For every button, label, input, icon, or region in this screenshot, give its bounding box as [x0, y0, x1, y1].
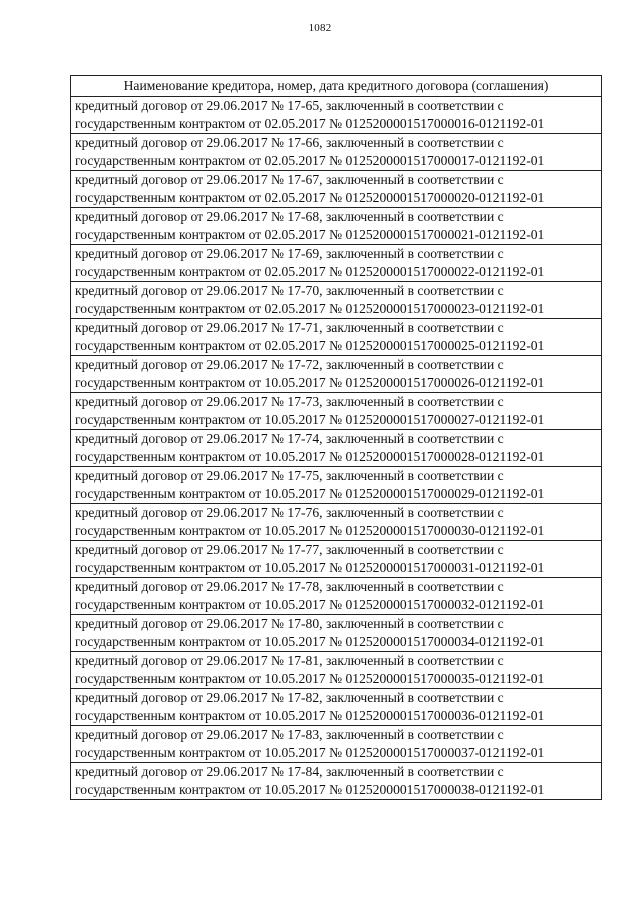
agreement-line-state-contract: государственным контрактом от 10.05.2017 № 0125200001517000031-0121192-01 [75, 560, 545, 575]
agreement-line-state-contract: государственным контрактом от 02.05.2017 № 0125200001517000017-0121192-01 [75, 153, 545, 168]
agreement-cell [71, 356, 602, 393]
agreement-cell [71, 578, 602, 615]
agreement-line-contract: кредитный договор от 29.06.2017 № 17-80, заключенный в соответствии с [75, 616, 504, 631]
agreement-cell [71, 541, 602, 578]
agreement-line-contract: кредитный договор от 29.06.2017 № 17-82, заключенный в соответствии с [75, 690, 504, 705]
agreement-cell [71, 763, 602, 800]
agreement-cell [71, 208, 602, 245]
agreement-cell [71, 652, 602, 689]
agreement-cell [71, 504, 602, 541]
agreement-line-contract: кредитный договор от 29.06.2017 № 17-65, заключенный в соответствии с [75, 98, 504, 113]
agreement-line-state-contract: государственным контрактом от 02.05.2017 № 0125200001517000022-0121192-01 [75, 264, 545, 279]
agreement-line-state-contract: государственным контрактом от 10.05.2017 № 0125200001517000037-0121192-01 [75, 745, 545, 760]
agreement-cell [71, 245, 602, 282]
table-body [71, 97, 602, 800]
agreement-line-contract: кредитный договор от 29.06.2017 № 17-75, заключенный в соответствии с [75, 468, 504, 483]
table-row [71, 689, 602, 726]
agreement-cell [71, 689, 602, 726]
table-row [71, 208, 602, 245]
agreement-line-contract: кредитный договор от 29.06.2017 № 17-84, заключенный в соответствии с [75, 764, 504, 779]
table-row [71, 504, 602, 541]
table-header-row [71, 76, 602, 97]
credit-agreements-table [70, 75, 602, 800]
agreement-line-contract: кредитный договор от 29.06.2017 № 17-83, заключенный в соответствии с [75, 727, 504, 742]
agreement-line-state-contract: государственным контрактом от 10.05.2017 № 0125200001517000032-0121192-01 [75, 597, 545, 612]
agreement-cell [71, 726, 602, 763]
agreement-line-state-contract: государственным контрактом от 10.05.2017 № 0125200001517000027-0121192-01 [75, 412, 545, 427]
table-row [71, 97, 602, 134]
agreement-line-contract: кредитный договор от 29.06.2017 № 17-71, заключенный в соответствии с [75, 320, 504, 335]
table-row [71, 541, 602, 578]
agreement-line-contract: кредитный договор от 29.06.2017 № 17-73, заключенный в соответствии с [75, 394, 504, 409]
agreement-line-state-contract: государственным контрактом от 10.05.2017 № 0125200001517000034-0121192-01 [75, 634, 545, 649]
agreement-line-state-contract: государственным контрактом от 10.05.2017 № 0125200001517000036-0121192-01 [75, 708, 545, 723]
agreement-line-state-contract: государственным контрактом от 02.05.2017 № 0125200001517000020-0121192-01 [75, 190, 545, 205]
agreement-line-state-contract: государственным контрактом от 10.05.2017 № 0125200001517000038-0121192-01 [75, 782, 545, 797]
table-row [71, 578, 602, 615]
agreement-line-state-contract: государственным контрактом от 02.05.2017 № 0125200001517000025-0121192-01 [75, 338, 545, 353]
table-row [71, 134, 602, 171]
table-row [71, 652, 602, 689]
agreement-line-state-contract: государственным контрактом от 10.05.2017 № 0125200001517000029-0121192-01 [75, 486, 545, 501]
agreement-line-state-contract: государственным контрактом от 02.05.2017 № 0125200001517000016-0121192-01 [75, 116, 545, 131]
table-row [71, 763, 602, 800]
agreement-cell [71, 467, 602, 504]
agreement-line-contract: кредитный договор от 29.06.2017 № 17-72, заключенный в соответствии с [75, 357, 504, 372]
table-row [71, 393, 602, 430]
agreement-line-state-contract: государственным контрактом от 10.05.2017 № 0125200001517000026-0121192-01 [75, 375, 545, 390]
agreement-line-contract: кредитный договор от 29.06.2017 № 17-67, заключенный в соответствии с [75, 172, 504, 187]
agreement-cell [71, 430, 602, 467]
agreement-line-state-contract: государственным контрактом от 10.05.2017 № 0125200001517000028-0121192-01 [75, 449, 545, 464]
table-row [71, 615, 602, 652]
agreement-cell [71, 97, 602, 134]
agreement-line-contract: кредитный договор от 29.06.2017 № 17-74, заключенный в соответствии с [75, 431, 504, 446]
agreement-cell [71, 319, 602, 356]
agreement-line-contract: кредитный договор от 29.06.2017 № 17-76, заключенный в соответствии с [75, 505, 504, 520]
agreement-line-state-contract: государственным контрактом от 10.05.2017 № 0125200001517000035-0121192-01 [75, 671, 545, 686]
agreement-line-contract: кредитный договор от 29.06.2017 № 17-68, заключенный в соответствии с [75, 209, 504, 224]
table-row [71, 726, 602, 763]
agreement-cell [71, 282, 602, 319]
agreement-line-contract: кредитный договор от 29.06.2017 № 17-77, заключенный в соответствии с [75, 542, 504, 557]
agreement-line-contract: кредитный договор от 29.06.2017 № 17-69, заключенный в соответствии с [75, 246, 504, 261]
agreement-cell [71, 171, 602, 208]
agreement-line-contract: кредитный договор от 29.06.2017 № 17-78, заключенный в соответствии с [75, 579, 504, 594]
table-row [71, 356, 602, 393]
table-row [71, 282, 602, 319]
table-row [71, 245, 602, 282]
agreement-line-state-contract: государственным контрактом от 02.05.2017 № 0125200001517000021-0121192-01 [75, 227, 545, 242]
table-row [71, 171, 602, 208]
table-row [71, 430, 602, 467]
column-header-creditor: Наименование кредитора, номер, дата кредитного договора (соглашения) [71, 76, 602, 97]
agreement-line-contract: кредитный договор от 29.06.2017 № 17-70, заключенный в соответствии с [75, 283, 504, 298]
table-row [71, 467, 602, 504]
table-row [71, 319, 602, 356]
agreement-line-state-contract: государственным контрактом от 10.05.2017 № 0125200001517000030-0121192-01 [75, 523, 545, 538]
agreement-line-state-contract: государственным контрактом от 02.05.2017 № 0125200001517000023-0121192-01 [75, 301, 545, 316]
page-number: 1082 [308, 22, 332, 34]
agreement-cell [71, 393, 602, 430]
agreement-line-contract: кредитный договор от 29.06.2017 № 17-66, заключенный в соответствии с [75, 135, 504, 150]
agreement-cell [71, 615, 602, 652]
agreement-line-contract: кредитный договор от 29.06.2017 № 17-81, заключенный в соответствии с [75, 653, 504, 668]
agreement-cell [71, 134, 602, 171]
